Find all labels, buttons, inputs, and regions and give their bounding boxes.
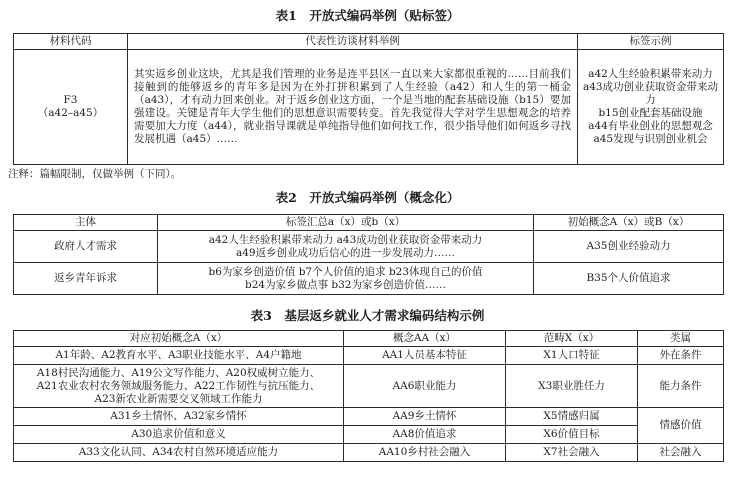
table3-title: 表3 基层返乡就业人才需求编码结构示例 [250, 308, 485, 323]
label-item: a44有毕业创业的思想观念 [588, 120, 713, 132]
category-cell: X6价值目标 [506, 426, 638, 444]
label-summary-cell: a42人生经验积累带来动力 a43成功创业获取资金带来动力 a49返乡创业成功后信心的进一步发展动力…… [158, 231, 534, 263]
category-cell: X1人口特征 [506, 347, 638, 365]
table-row [14, 444, 724, 462]
table1-header-code: 材料代码 [14, 34, 128, 50]
table-row [14, 347, 724, 365]
material-code: F3 （a42–a45） [14, 50, 128, 165]
subject-cell: 政府人才需求 [14, 231, 158, 263]
label-item: a45发现与识别创业机会 [593, 133, 708, 145]
initial-concept-cell: B35个人价值追求 [534, 263, 724, 295]
type-cell: 外在条件 [638, 347, 724, 365]
table3-header-category: 范畴X（x） [506, 331, 638, 347]
initial-concept-cell: A1年龄、A2教育水平、A3职业技能水平、A4户籍地 [14, 347, 344, 365]
table1-header-excerpt: 代表性访谈材料举例 [128, 34, 578, 50]
initial-concept-cell: A31乡土情怀、A32家乡情怀 [14, 408, 344, 426]
label-list [578, 50, 724, 165]
table3-header-initial: 对应初始概念A（x） [14, 331, 344, 347]
initial-concept-cell: A33文化认同、A34农村自然环境适应能力 [14, 444, 344, 462]
category-cell: X7社会融入 [506, 444, 638, 462]
label-item: b15创业配套基础设施 [598, 107, 703, 119]
table3-header-concept: 概念AA（x） [344, 331, 506, 347]
table2-title: 表2 开放式编码举例（概念化） [275, 190, 460, 205]
table2-header-labels: 标签汇总a（x）或b（x） [158, 215, 534, 231]
interview-excerpt: 其实返乡创业这块，尤其是我们管理的业务是连平县区一直以来大家都很重视的……目前我们接触到的能够返乡的青年多是因为在外打拼积累到了人生经验（a42）和人生的第一桶金（a43），才有动力回来创业。对于返乡创业这方面，一个是当地的配套基础设施（b15）要加强建设。关键是青年大学生他们的思想意识需要转变。首先我觉得大学对学生思想观念的培养需要加大力度（a44），就业指导课就是单纯指导他们如何找工作，很少指导他们如何返乡寻找发展机遇（a45）…… [128, 50, 578, 165]
initial-concept-cell: A18村民沟通能力、A19公文写作能力、A20权威树立能力、 A21农业农村农务领域服务能力、A22工作韧性与抗压能力、 A23新农业新需要交叉领域工作能力 [14, 365, 344, 408]
category-cell: X3职业胜任力 [506, 365, 638, 408]
label-item: a43成功创业获取资金带来动力 [582, 81, 719, 106]
table1-row [14, 50, 724, 165]
label-summary-cell: b6为家乡创造价值 b7个人价值的追求 b23体现自己的价值 b24为家乡做点事 b32为家乡创造价值…… [158, 263, 534, 295]
table-row [14, 231, 724, 263]
concept-cell: AA10乡村社会融入 [344, 444, 506, 462]
concept-cell: AA8价值追求 [344, 426, 506, 444]
table2 [13, 214, 724, 295]
table-row [14, 365, 724, 408]
table-row [14, 263, 724, 295]
category-cell: X5情感归属 [506, 408, 638, 426]
table2-header-subject: 主体 [14, 215, 158, 231]
label-item: a42人生经验积累带来动力 [588, 68, 713, 80]
table-row [14, 408, 724, 426]
initial-concept-cell: A30追求价值和意义 [14, 426, 344, 444]
type-cell: 情感价值 [638, 408, 724, 444]
table2-header-concept: 初始概念A（x）或B（x） [534, 215, 724, 231]
table-row [14, 426, 724, 444]
initial-concept-cell: A35创业经验动力 [534, 231, 724, 263]
table1-header-labels: 标签示例 [578, 34, 724, 50]
concept-cell: AA9乡土情怀 [344, 408, 506, 426]
table1-header-row [14, 34, 724, 50]
concept-cell: AA1人员基本特征 [344, 347, 506, 365]
concept-cell: AA6职业能力 [344, 365, 506, 408]
type-cell: 能力条件 [638, 365, 724, 408]
table3-header-row [14, 331, 724, 347]
table1 [13, 33, 724, 165]
table3-header-type: 类属 [638, 331, 724, 347]
table3 [13, 330, 724, 462]
type-cell: 社会融入 [638, 444, 724, 462]
table1-title: 表1 开放式编码举例（贴标签） [275, 8, 460, 23]
table2-header-row [14, 215, 724, 231]
table-note: 注释：篇幅限制，仅做举例（下同）。 [8, 168, 182, 180]
subject-cell: 返乡青年诉求 [14, 263, 158, 295]
